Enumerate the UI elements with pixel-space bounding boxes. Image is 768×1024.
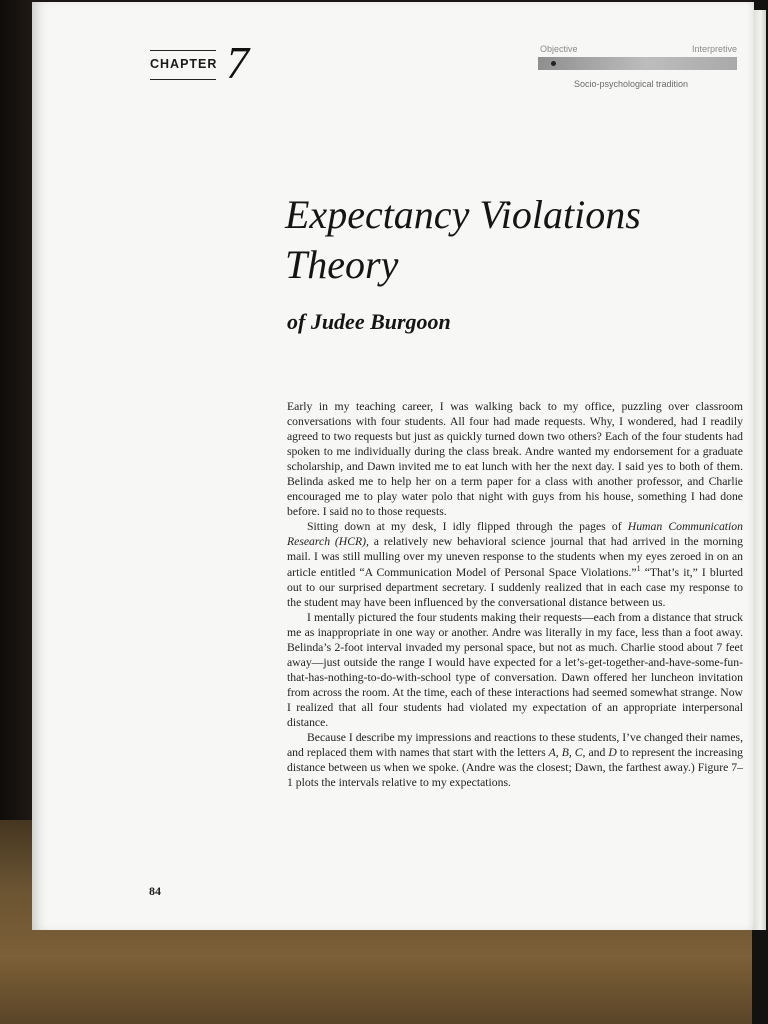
body-text <box>287 399 743 790</box>
tradition-scale <box>538 44 737 94</box>
text-run: Sitting down at my desk, I idly flipped through the pages of <box>307 520 628 534</box>
scale-right-label: Interpretive <box>691 44 737 54</box>
body-paragraph <box>287 730 743 790</box>
text-run: D <box>608 746 617 760</box>
body-paragraph <box>287 399 743 519</box>
body-paragraph <box>287 610 743 730</box>
chapter-number: 7 <box>226 37 249 88</box>
text-run: and <box>585 746 609 760</box>
chapter-title: Expectancy Violations Theory <box>285 192 641 287</box>
text-run: Human Communication Research (HCR), <box>287 520 743 549</box>
text-run: “That’s it,” I blurted out to our surprised department secretary. I suddenly realized that in each case my response to the student may have been influenced by the conversational distance between us. <box>287 565 743 609</box>
page-number: 84 <box>149 884 161 898</box>
scale-left-label: Objective <box>540 44 578 54</box>
book-page <box>32 2 754 930</box>
text-run: a relatively new behavioral science journal that had arrived in the morning mail. I was still mulling over my uneven response to the students when my eyes zeroed in on an article entitled “A Communication Model of Personal Space Violations.” <box>287 535 743 579</box>
text-run: A, B, C, <box>548 746 586 760</box>
book-shadow-left <box>0 0 34 820</box>
text-run: I mentally pictured the four students making their requests—each from a distance that struck me as inappropriate in one way or another. Andre was literally in my face, less than a foot away. Belinda’s 2-foot interval invaded my personal space, but not as much. Charlie stood about 7 feet away—just outside the range I would have expected for a let’s-get-together-and-have-some-fun-that-has-nothing-to-do-with-school type of conversation. Dawn offered her luncheon invitation from across the room. At the time, each of these interactions had seemed somewhat strange. Now I realized that all four students had violated my expectation of an appropriate interpersonal distance. <box>287 610 743 729</box>
page-stack-edge <box>752 10 766 930</box>
text-run: Early in my teaching career, I was walking back to my office, puzzling over classroom conversations with four students. All four had made requests. Why, I wondered, had I readily agreed to two requests but just as quickly turned down two others? Each of the four students had spoken to me individually during the class break. Andre wanted my endorsement for a graduate scholarship, and Dawn invited me to eat lunch with her the next day. I said yes to both of them. Belinda asked me to help her on a term paper for a class with another professor, and Charlie encouraged me to play water polo that night with guys from his house, something I had done before. I said no to those requests. <box>287 400 743 519</box>
scale-marker-dot <box>551 61 556 66</box>
body-paragraph <box>287 519 743 609</box>
text-run: to represent the increasing distance between us when we spoke. (Andre was the closest; Dawn, the farthest away.) Figure 7–1 plots the intervals relative to my expectations. <box>287 746 744 790</box>
scale-caption: Socio-psychological tradition <box>574 79 689 89</box>
text-run: Because I describe my impressions and reactions to these students, I’ve changed their names, and replaced them with names that start with the letters <box>287 731 743 760</box>
chapter-subtitle: of Judee Burgoon <box>287 309 451 334</box>
scale-bar <box>538 57 737 70</box>
footnote-marker: 1 <box>636 563 641 573</box>
chapter-label: CHAPTER <box>150 50 216 80</box>
